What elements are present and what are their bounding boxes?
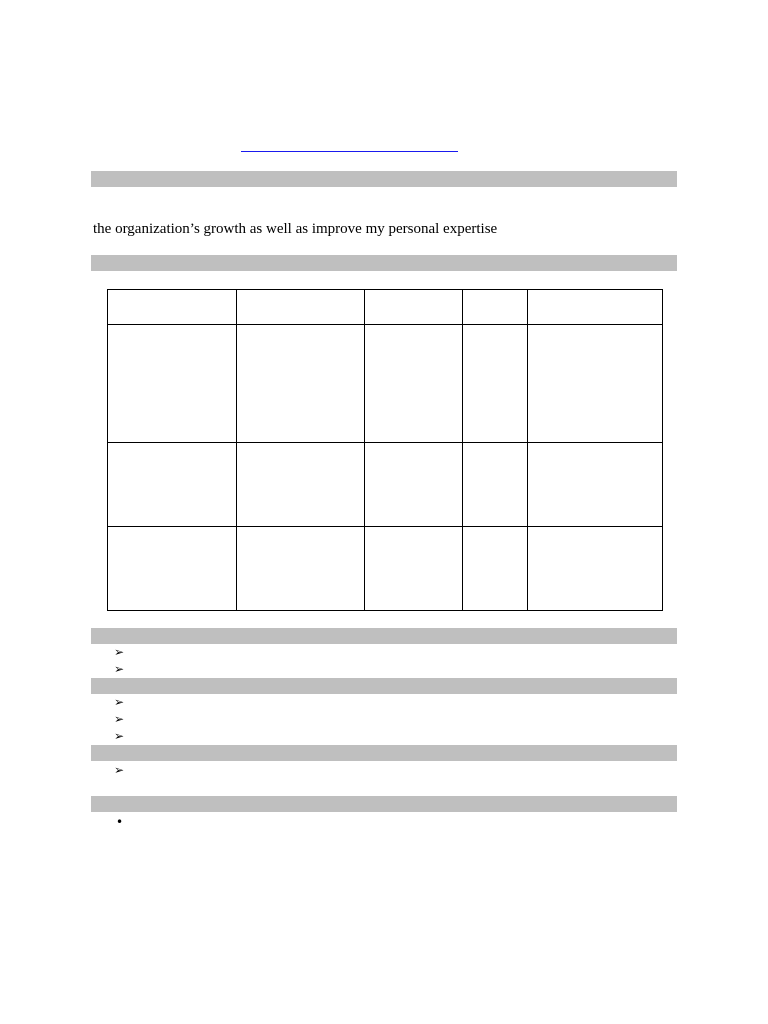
table-cell (237, 325, 365, 443)
section-bar-objective (91, 171, 677, 187)
list-item (114, 711, 126, 728)
table-header-cell (237, 290, 365, 325)
bullet-list-a (114, 644, 126, 678)
section-bar-4 (91, 678, 677, 694)
table-header-cell (365, 290, 463, 325)
table-cell (237, 443, 365, 527)
section-bar-5 (91, 745, 677, 761)
list-item (114, 661, 126, 678)
list-item (114, 728, 126, 745)
email-link[interactable] (241, 151, 458, 152)
table-cell (528, 325, 663, 443)
table-cell (528, 527, 663, 611)
qualification-table (107, 289, 663, 611)
table-cell (365, 325, 463, 443)
list-item (114, 644, 126, 661)
list-item (116, 814, 128, 831)
dot-bullet-icon: • (116, 815, 124, 829)
list-item (114, 762, 126, 779)
section-bar-qualification (91, 255, 677, 271)
bullet-list-d (116, 814, 128, 831)
table-header-row (108, 290, 663, 325)
table-cell (365, 527, 463, 611)
table-row (108, 527, 663, 611)
table-header-cell (463, 290, 528, 325)
arrow-bullet-icon: ➢ (114, 662, 125, 676)
table-row (108, 325, 663, 443)
table-cell (463, 527, 528, 611)
section-bar-3 (91, 628, 677, 644)
objective-text: the organization’s growth as well as improve my personal expertise (93, 221, 498, 237)
bullet-list-b (114, 694, 126, 745)
table-header-cell (528, 290, 663, 325)
table-cell (108, 325, 237, 443)
arrow-bullet-icon: ➢ (114, 695, 125, 709)
table-header-cell (108, 290, 237, 325)
table-cell (108, 527, 237, 611)
table-cell (365, 443, 463, 527)
arrow-bullet-icon: ➢ (114, 729, 125, 743)
table-row (108, 443, 663, 527)
section-bar-6 (91, 796, 677, 812)
table-cell (528, 443, 663, 527)
table-cell (463, 325, 528, 443)
table-cell (463, 443, 528, 527)
arrow-bullet-icon: ➢ (114, 645, 125, 659)
arrow-bullet-icon: ➢ (114, 763, 125, 777)
arrow-bullet-icon: ➢ (114, 712, 125, 726)
bullet-list-c (114, 762, 126, 779)
list-item (114, 694, 126, 711)
table-cell (237, 527, 365, 611)
table-cell (108, 443, 237, 527)
